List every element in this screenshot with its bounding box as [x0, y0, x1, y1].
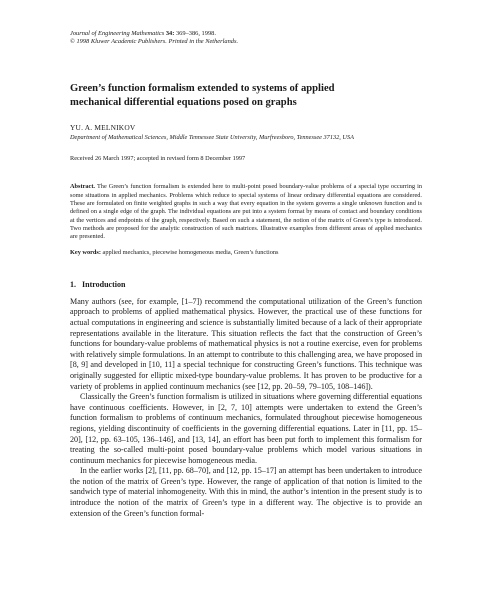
journal-citation [70, 30, 422, 38]
journal-name: Journal of Engineering Mathematics [70, 30, 165, 37]
section-number: 1. [70, 279, 76, 289]
section-title: Introduction [82, 279, 126, 289]
paragraph-3: In the earlier works [2], [11, pp. 68–70], and [12, pp. 15–17] an attempt has been undertaken to introduce the notion of the matrix of Green’s type. However, the range of application of that notion is limited to the sandwich type of material inhomogeneity. With this in mind, the author’s intention in the present study is to introduce the notion of the matrix of Green’s type in a different way. The objective is to provide an extension of the Green’s function formal- [70, 466, 422, 518]
section-heading [70, 280, 422, 289]
paper-title-line-2: mechanical differential equations posed on graphs [70, 97, 297, 109]
abstract [70, 183, 422, 241]
journal-pages-year: 369–386, 1998. [174, 30, 216, 37]
paper-page [70, 30, 422, 519]
copyright-line [70, 38, 422, 46]
paper-title-line-1: Green’s function formalism extended to systems of applied [70, 83, 335, 95]
paragraph-2: Classically the Green’s function formalism is utilized in situations where governing differential equations have continuous coefficients. However, in [2, 7, 10] attempts were undertaken to extend the Green’s function formalism to problems of continuum mechanics, formulated throughout piecewise homogeneous regions, yielding discontinuity of coefficients in the governing differential equations. Later in [11, pp. 15–20], [12, pp. 63–105, 136–146], and [13, 14], an effort has been put forth to implement this formalism for treating the so-called multi-point posed boundary-value problems which model various situations in continuum mechanics for piecewise homogeneous media. [70, 392, 422, 465]
keywords [70, 249, 422, 257]
abstract-label: Abstract. [70, 183, 96, 191]
paper-title [70, 82, 422, 110]
keywords-text: applied mechanics, piecewise homogeneous media, Green’s functions [100, 249, 279, 257]
keywords-label: Key words: [70, 249, 101, 257]
journal-volume: 34: [165, 30, 175, 37]
author-name: YU. A. MELNIKOV [70, 123, 136, 133]
abstract-text: The Green’s function formalism is extended here to multi-point posed boundary-value problems of a special type occurring in some situations in applied mechanics. Problems which reduce to special systems of linear ordinary differential equations are considered. These are formulated on finite weighted graphs in such a way that every equation in the system governs a single unknown function and is defined on a single edge of the graph. The individual equations are put into a system format by means of contact and boundary conditions at the vertices and endpoints of the graph, respectively. Based on such a statement, the notion of the matrix of Green’s type is introduced. Two methods are proposed for the analytic construction of such matrices. Illustrative examples from different areas of applied mechanics are presented. [70, 183, 422, 241]
body-text [70, 297, 422, 519]
copyright-icon: © [70, 38, 75, 46]
journal-header [70, 30, 422, 46]
received-dates: Received 26 March 1997; accepted in revised form 8 December 1997 [70, 155, 246, 163]
author-affiliation: Department of Mathematical Sciences, Middle Tennessee State University, Murfreesboro, Tennessee 37132, USA [70, 134, 354, 142]
copyright-text: 1998 Kluwer Academic Publishers. Printed in the Netherlands. [74, 38, 239, 46]
paragraph-1: Many authors (see, for example, [1–7]) recommend the computational utilization of the Green’s function approach to problems of applied mathematical physics. However, the practical use of these functions for actual computations in engineering and science is substantially limited because of a lack of their appropriate representations available in the literature. This situation reflects the fact that the construction of Green’s functions for boundary-value problems of mathematical physics is not a routine exercise, even for problems with relatively simple formulations. In an attempt to contribute to this challenging area, we have proposed in [8, 9] and developed in [10, 11] a special technique for constructing Green’s functions. This technique was originally suggested for elliptic mixed-type boundary-value problems. It has proven to be productive for a variety of problems in applied continuum mechanics (see [12, pp. 20–59, 79–105, 108–146]). [70, 296, 422, 391]
